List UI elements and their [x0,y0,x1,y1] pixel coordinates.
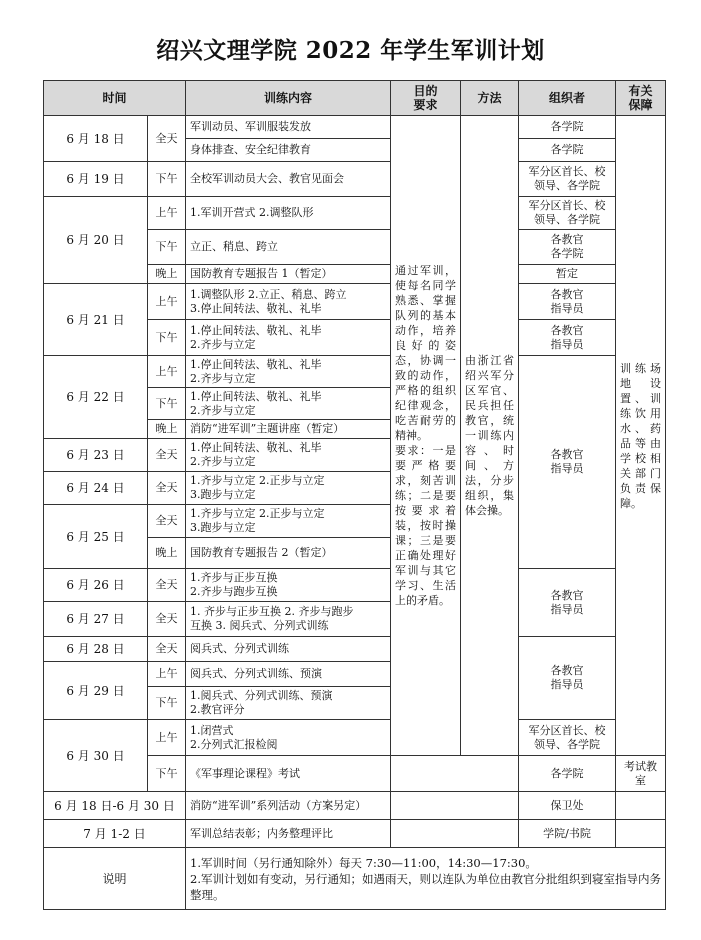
period-cell: 下午 [148,687,186,720]
header-content: 训练内容 [186,81,391,116]
organizer-cell: 学院/书院 [519,820,616,848]
period-cell: 晚上 [148,420,186,439]
blank-cell [391,756,519,792]
period-cell: 上午 [148,720,186,756]
table-row [44,162,666,197]
table-row [44,637,666,662]
content-cell: 消防“进军训”主题讲座（暂定） [186,420,391,439]
content-cell: 《军事理论课程》考试 [186,756,391,792]
organizer-cell: 各教官 指导员 [519,569,616,637]
training-schedule-table [43,80,666,910]
period-cell: 全天 [148,116,186,162]
period-cell: 下午 [148,388,186,420]
table-row [44,820,666,848]
table-row [44,197,666,230]
period-cell: 全天 [148,472,186,505]
date-cell: 6 月 29 日 [44,662,148,720]
date-cell: 6 月 19 日 [44,162,148,197]
date-cell: 6 月 25 日 [44,505,148,569]
blank-cell [616,820,666,848]
header-method: 方法 [461,81,519,116]
support-cell: 训练场地设置、训练饮用水、药品等由学校相关部门负责保障。 [616,116,666,756]
header-row [44,81,666,116]
table-row [44,792,666,820]
note-label: 说明 [44,848,186,910]
table-row [44,720,666,756]
organizer-cell: 军分区首长、校 领导、各学院 [519,197,616,230]
content-cell: 国防教育专题报告 2（暂定） [186,538,391,569]
goal-requirement-cell: 通过军训，使每名同学熟悉、掌握队列的基本动作，培养良好的姿态，协调一致的动作，严格的组织纪律观念，吃苦耐劳的精神。 要求：一是要严格要求，刻苦训练；二是要按要求着装，按时操课；三是要正确处理好军训与其它学习、生活上的矛盾。 [391,116,461,756]
content-cell: 阅兵式、分列式训练 [186,637,391,662]
organizer-cell: 保卫处 [519,792,616,820]
content-cell: 1.停止间转法、敬礼、礼毕 2.齐步与立定 [186,439,391,472]
table-row [44,284,666,320]
organizer-cell: 各教官 指导员 [519,284,616,320]
date-cell: 6 月 24 日 [44,472,148,505]
date-cell: 6 月 26 日 [44,569,148,602]
blank-cell [391,792,519,820]
content-cell: 1.调整队形 2.立正、稍息、跨立 3.停止间转法、敬礼、礼毕 [186,284,391,320]
organizer-cell: 军分区首长、校 领导、各学院 [519,720,616,756]
organizer-cell: 军分区首长、校 领导、各学院 [519,162,616,197]
content-cell: 全校军训动员大会、教官见面会 [186,162,391,197]
header-time: 时间 [44,81,186,116]
date-cell: 6 月 21 日 [44,284,148,356]
header-goal: 目的 要求 [391,81,461,116]
organizer-cell: 各学院 [519,116,616,139]
period-cell: 全天 [148,439,186,472]
content-cell: 1.停止间转法、敬礼、礼毕 2.齐步与立定 [186,356,391,388]
period-cell: 下午 [148,756,186,792]
organizer-cell: 各学院 [519,756,616,792]
blank-cell [616,792,666,820]
table-row [44,569,666,602]
organizer-cell: 暂定 [519,265,616,284]
note-text: 1.军训时间（另行通知除外）每天 7:30—11:00，14:30—17:30。 2.军训计划如有变动，另行通知；如遇雨天，则以连队为单位由教官分批组织到寝室指导内务整理。 [186,848,666,910]
page-title: 绍兴文理学院 2022 年学生军训计划 [156,37,545,64]
period-cell: 上午 [148,284,186,320]
organizer-cell: 各教官 指导员 [519,320,616,356]
content-cell: 立正、稍息、跨立 [186,230,391,265]
period-cell: 上午 [148,356,186,388]
table-row [44,116,666,139]
date-cell: 7 月 1-2 日 [44,820,186,848]
date-cell: 6 月 30 日 [44,720,148,792]
period-cell: 晚上 [148,265,186,284]
content-cell: 军训总结表彰；内务整理评比 [186,820,391,848]
period-cell: 下午 [148,230,186,265]
date-cell: 6 月 22 日 [44,356,148,439]
table-row [44,356,666,388]
organizer-cell: 各学院 [519,139,616,162]
support-cell: 考试教 室 [616,756,666,792]
date-cell: 6 月 18 日-6 月 30 日 [44,792,186,820]
date-cell: 6 月 28 日 [44,637,148,662]
content-cell: 身体排查、安全纪律教育 [186,139,391,162]
organizer-cell: 各教官 各学院 [519,230,616,265]
blank-cell [391,820,519,848]
period-cell: 全天 [148,602,186,637]
period-cell: 全天 [148,505,186,538]
period-cell: 下午 [148,162,186,197]
date-cell: 6 月 20 日 [44,197,148,284]
content-cell: 1.闭营式 2.分列式汇报检阅 [186,720,391,756]
period-cell: 下午 [148,320,186,356]
content-cell: 消防“进军训”系列活动（方案另定） [186,792,391,820]
period-cell: 上午 [148,662,186,687]
method-cell: 由浙江省绍兴军分区军官、民兵担任教官，统一训练内容、时间、方法，分步组织，集体会操。 [461,116,519,756]
content-cell: 1.军训开营式 2.调整队形 [186,197,391,230]
header-support: 有关 保障 [616,81,666,116]
note-row [44,848,666,910]
header-organizer: 组织者 [519,81,616,116]
date-cell: 6 月 27 日 [44,602,148,637]
organizer-cell: 各教官 指导员 [519,356,616,569]
content-cell: 阅兵式、分列式训练、预演 [186,662,391,687]
content-cell: 1. 齐步与正步互换 2. 齐步与跑步 互换 3. 阅兵式、分列式训练 [186,602,391,637]
content-cell: 1.齐步与立定 2.正步与立定 3.跑步与立定 [186,472,391,505]
period-cell: 上午 [148,197,186,230]
content-cell: 国防教育专题报告 1（暂定） [186,265,391,284]
period-cell: 全天 [148,637,186,662]
content-cell: 1.齐步与正步互换 2.齐步与跑步互换 [186,569,391,602]
date-cell: 6 月 18 日 [44,116,148,162]
content-cell: 1.阅兵式、分列式训练、预演 2.教官评分 [186,687,391,720]
content-cell: 1.齐步与立定 2.正步与立定 3.跑步与立定 [186,505,391,538]
content-cell: 1.停止间转法、敬礼、礼毕 2.齐步与立定 [186,388,391,420]
content-cell: 军训动员、军训服装发放 [186,116,391,139]
organizer-cell: 各教官 指导员 [519,637,616,720]
period-cell: 晚上 [148,538,186,569]
content-cell: 1.停止间转法、敬礼、礼毕 2.齐步与立定 [186,320,391,356]
date-cell: 6 月 23 日 [44,439,148,472]
period-cell: 全天 [148,569,186,602]
